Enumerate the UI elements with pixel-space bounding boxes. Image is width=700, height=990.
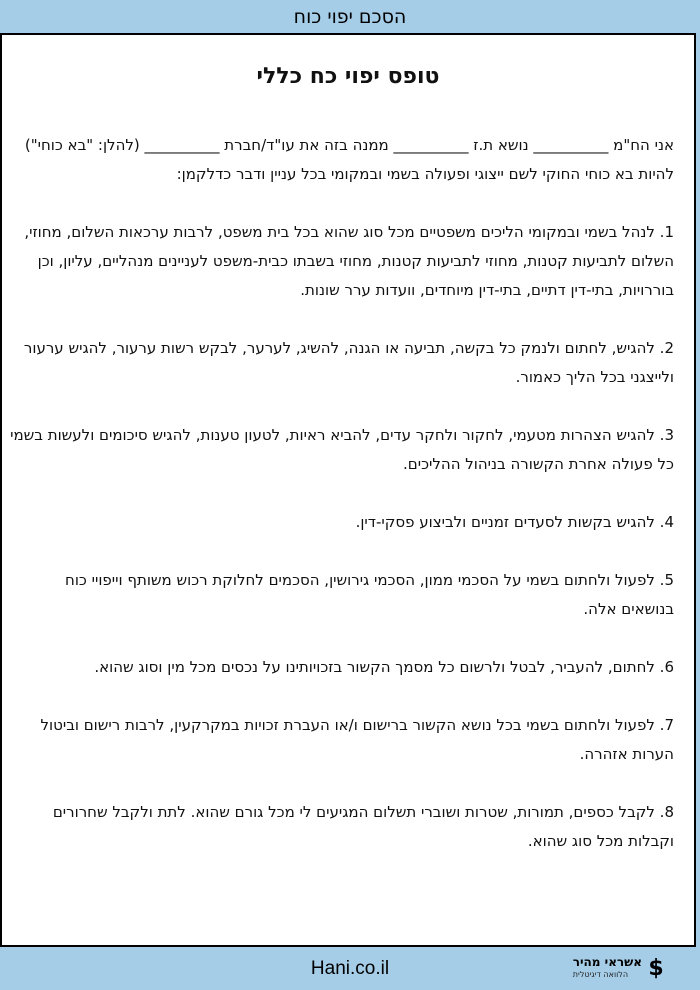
brand-logo[interactable] <box>573 954 664 980</box>
clause-7: 7. לפעול ולחתום בשמי בכל נושא הקשור ברישום ו/או העברת זכויות במקרקעין, לרבות רישום וביטול הערות אזהרה. <box>40 716 674 763</box>
logo-subtitle: הלוואה דיגיטלית <box>572 969 629 979</box>
logo-name: אשראי מהיר <box>572 954 642 969</box>
clause-1: 1. לנהל בשמי ובמקומי הליכים משפטיים מכל סוג שהוא בכל בית משפט, לרבות ערכאות השלום, מחוזי, השלום לתביעות קטנות, מחוזי לתביעות קטנות, מחוזי בשבתו כבית-משפט לעניינים מנהליים, עליון, וכן בוררויות, בתי-דין דתיים, בתי-דין מיוחדים, וועדות ערר שונות. <box>24 223 674 299</box>
document-body <box>10 131 674 885</box>
site-link[interactable]: Hani.co.il <box>310 957 390 979</box>
dollar-glyph: $ <box>648 956 664 980</box>
document-page <box>0 33 696 947</box>
clause-5: 5. לפעול ולחתום בשמי על הסכמי ממון, הסכמי גירושין, הסכמים לחלוקת רכוש משותף וייפויי כוח בנושאים אלה. <box>65 571 674 618</box>
clause-8: 8. לקבל כספים, תמורות, שטרות ושוברי תשלום המגיעים לי מכל גורם שהוא. לתת ולקבל שחרורים וקבלות מכל סוג שהוא. <box>52 803 674 850</box>
banner-title: הסכם יפוי כוח <box>293 5 407 28</box>
clause-2: 2. להגיש, לחתום ולנמק כל בקשה, תביעה או הגנה, להשיג, לערער, לבקש רשות ערעור, להגיש ערעור ולייצגני בכל הליך כאמור. <box>23 339 674 386</box>
clause-6: 6. לחתום, להעביר, לבטל ולרשום כל מסמך הקשור בזכויותינו על נכסים מכל מין וסוג שהוא. <box>94 658 674 676</box>
clause-3: 3. להגיש הצהרות מטעמי, לחקור ולחקר עדים, להביא ראיות, לטעון טענות, להגיש סיכומים ולעשות בשמי כל פעולה אחרת הקשורה בניהול ההליכים. <box>10 426 674 473</box>
logo-text <box>573 955 642 980</box>
footer-bar <box>0 947 700 990</box>
intro-paragraph: אני הח"מ __________ נושא ת.ז __________ ממנה בזה את עו"ד/חברת __________ (להלן: "בא כוחי") להיות בא כוחי החוקי לשם ייצוגי ופעולה בשמי ובמקומי בכל עניין ודבר כדלקמן: <box>24 136 674 183</box>
top-banner <box>0 0 700 33</box>
document-title: טופס יפוי כח כללי <box>256 64 440 89</box>
dollar-icon <box>648 954 664 980</box>
clause-4: 4. להגיש בקשות לסעדים זמניים ולביצוע פסקי-דין. <box>355 513 674 531</box>
